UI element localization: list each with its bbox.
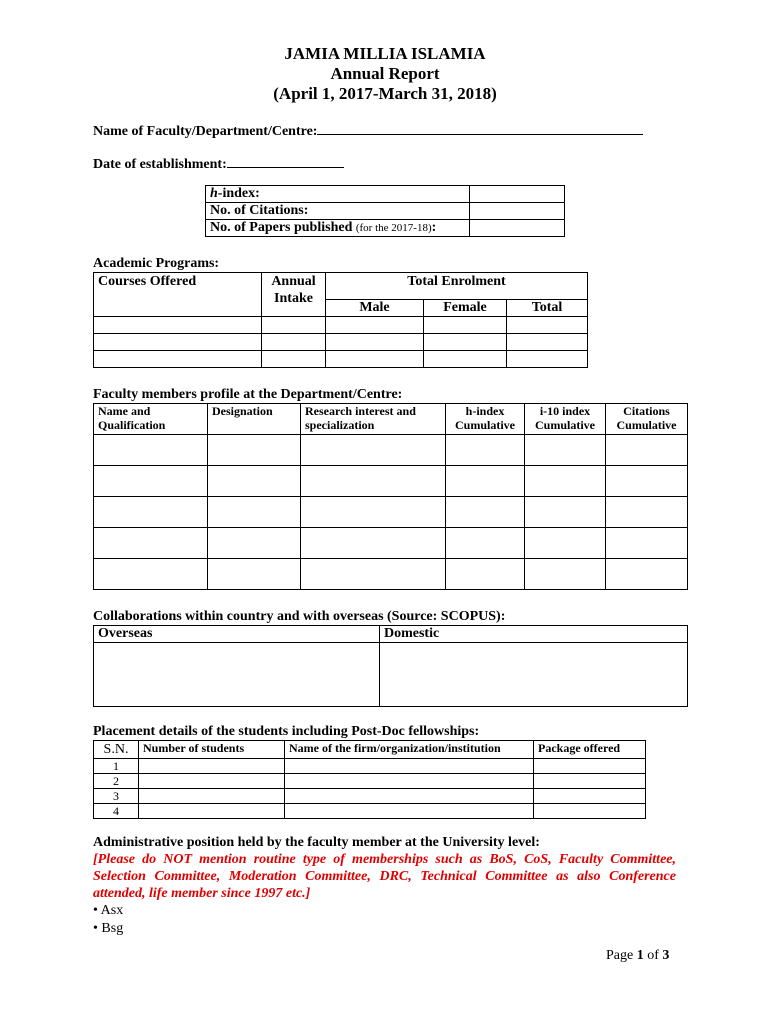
students-header: Number of students [139, 741, 285, 759]
sn-cell: 2 [94, 774, 139, 789]
metrics-table [205, 185, 565, 237]
firm-header: Name of the firm/organization/institution [285, 741, 534, 759]
h-index-label: h-index: [206, 186, 470, 203]
table-cell[interactable] [606, 435, 688, 466]
male-header: Male [326, 300, 424, 317]
table-cell[interactable] [534, 804, 646, 819]
table-cell[interactable] [139, 774, 285, 789]
table-cell[interactable] [525, 435, 606, 466]
package-header: Package offered [534, 741, 646, 759]
faculty-name-field [93, 120, 643, 140]
report-title: Annual Report [330, 64, 440, 83]
table-cell[interactable] [507, 334, 588, 351]
table-cell[interactable] [424, 334, 507, 351]
table-cell[interactable] [94, 317, 262, 334]
sn-cell: 4 [94, 804, 139, 819]
table-cell[interactable] [525, 466, 606, 497]
table-row [94, 497, 688, 528]
table-cell[interactable] [326, 317, 424, 334]
table-cell[interactable] [534, 759, 646, 774]
table-cell[interactable] [285, 789, 534, 804]
table-cell[interactable] [525, 497, 606, 528]
table-cell[interactable] [446, 528, 525, 559]
domestic-header: Domestic [380, 626, 688, 643]
table-cell[interactable] [208, 466, 301, 497]
table-cell[interactable] [139, 759, 285, 774]
faculty-name-blank[interactable] [317, 120, 643, 135]
table-row [94, 559, 688, 590]
collab-table [93, 625, 688, 707]
table-cell[interactable] [507, 317, 588, 334]
citations-value[interactable] [470, 203, 565, 220]
table-cell[interactable] [94, 559, 208, 590]
institution-title: JAMIA MILLIA ISLAMIA [284, 44, 486, 63]
table-cell[interactable] [94, 334, 262, 351]
table-cell[interactable] [424, 351, 507, 368]
table-row [94, 334, 588, 351]
table-cell[interactable] [94, 351, 262, 368]
table-cell[interactable] [285, 774, 534, 789]
table-row [94, 774, 646, 789]
table-cell[interactable] [446, 435, 525, 466]
admin-note: [Please do NOT mention routine type of memberships such as BoS, CoS, Faculty Committee, Selection Committee, Moderation Committee, DRC, Technical Committee as also Conference attended, life member since 1997 etc.] [93, 852, 676, 901]
table-cell[interactable] [606, 466, 688, 497]
table-cell[interactable] [534, 774, 646, 789]
table-row [94, 528, 688, 559]
bullet-icon: • [93, 921, 98, 936]
table-cell[interactable] [208, 528, 301, 559]
table-cell[interactable] [534, 789, 646, 804]
faculty-table [93, 403, 688, 590]
table-cell[interactable] [446, 466, 525, 497]
table-cell[interactable] [326, 334, 424, 351]
table-cell[interactable] [208, 435, 301, 466]
courses-header: Courses Offered [94, 273, 262, 317]
table-cell[interactable] [301, 528, 446, 559]
academic-table [93, 272, 588, 368]
overseas-header: Overseas [94, 626, 380, 643]
table-cell[interactable] [606, 559, 688, 590]
list-item: • Asx [93, 903, 124, 918]
sn-cell: 1 [94, 759, 139, 774]
table-cell[interactable] [525, 528, 606, 559]
table-row [94, 435, 688, 466]
table-row [94, 643, 688, 707]
citations-label: No. of Citations: [206, 203, 470, 220]
table-row [94, 789, 646, 804]
name-qualification-header: Name and Qualification [94, 404, 208, 435]
report-period: (April 1, 2017-March 31, 2018) [273, 84, 497, 103]
table-cell[interactable] [94, 497, 208, 528]
table-cell[interactable] [301, 497, 446, 528]
academic-heading: Academic Programs: [93, 256, 220, 271]
domestic-cell[interactable] [380, 643, 688, 707]
total-header: Total [507, 300, 588, 317]
female-header: Female [424, 300, 507, 317]
table-cell[interactable] [525, 559, 606, 590]
table-cell[interactable] [606, 528, 688, 559]
table-cell[interactable] [301, 559, 446, 590]
establishment-field [93, 153, 344, 173]
research-header: Research interest and specialization [301, 404, 446, 435]
table-cell[interactable] [139, 789, 285, 804]
bullet-icon: • [93, 903, 98, 918]
table-cell[interactable] [446, 497, 525, 528]
h-index-header: h-index Cumulative [446, 404, 525, 435]
table-cell[interactable] [208, 497, 301, 528]
table-cell[interactable] [262, 317, 326, 334]
table-cell[interactable] [94, 435, 208, 466]
table-cell[interactable] [424, 317, 507, 334]
table-cell[interactable] [94, 466, 208, 497]
designation-header: Designation [208, 404, 301, 435]
papers-label: No. of Papers published (for the 2017-18): [206, 220, 470, 237]
table-cell[interactable] [262, 334, 326, 351]
table-cell[interactable] [94, 528, 208, 559]
list-item: • Bsg [93, 921, 124, 936]
establishment-blank[interactable] [227, 153, 344, 168]
enrolment-header: Total Enrolment [326, 273, 588, 300]
placement-heading: Placement details of the students including Post-Doc fellowships: [93, 724, 480, 739]
sn-cell: 3 [94, 789, 139, 804]
table-cell[interactable] [446, 559, 525, 590]
table-cell[interactable] [507, 351, 588, 368]
table-row [94, 466, 688, 497]
establishment-label: Date of establishment: [93, 157, 227, 172]
table-cell[interactable] [208, 559, 301, 590]
admin-heading: Administrative position held by the faculty member at the University level: [93, 835, 540, 850]
h-index-value[interactable] [470, 186, 565, 203]
table-cell[interactable] [606, 497, 688, 528]
papers-value[interactable] [470, 220, 565, 237]
table-row [94, 351, 588, 368]
table-cell[interactable] [285, 759, 534, 774]
sn-header: S.N. [94, 741, 139, 759]
table-cell[interactable] [285, 804, 534, 819]
table-row [94, 804, 646, 819]
faculty-name-label: Name of Faculty/Department/Centre: [93, 124, 318, 139]
table-cell[interactable] [262, 351, 326, 368]
table-row [94, 759, 646, 774]
citations-header: Citations Cumulative [606, 404, 688, 435]
faculty-heading: Faculty members profile at the Department/Centre: [93, 387, 403, 402]
overseas-cell[interactable] [94, 643, 380, 707]
table-cell[interactable] [139, 804, 285, 819]
intake-header: Annual Intake [262, 273, 326, 317]
table-cell[interactable] [301, 435, 446, 466]
placement-table [93, 740, 646, 819]
page-number: Page 1 of 3 [606, 948, 670, 963]
table-cell[interactable] [326, 351, 424, 368]
collab-heading: Collaborations within country and with overseas (Source: SCOPUS): [93, 609, 506, 624]
table-cell[interactable] [301, 466, 446, 497]
table-row [94, 317, 588, 334]
i10-index-header: i-10 index Cumulative [525, 404, 606, 435]
